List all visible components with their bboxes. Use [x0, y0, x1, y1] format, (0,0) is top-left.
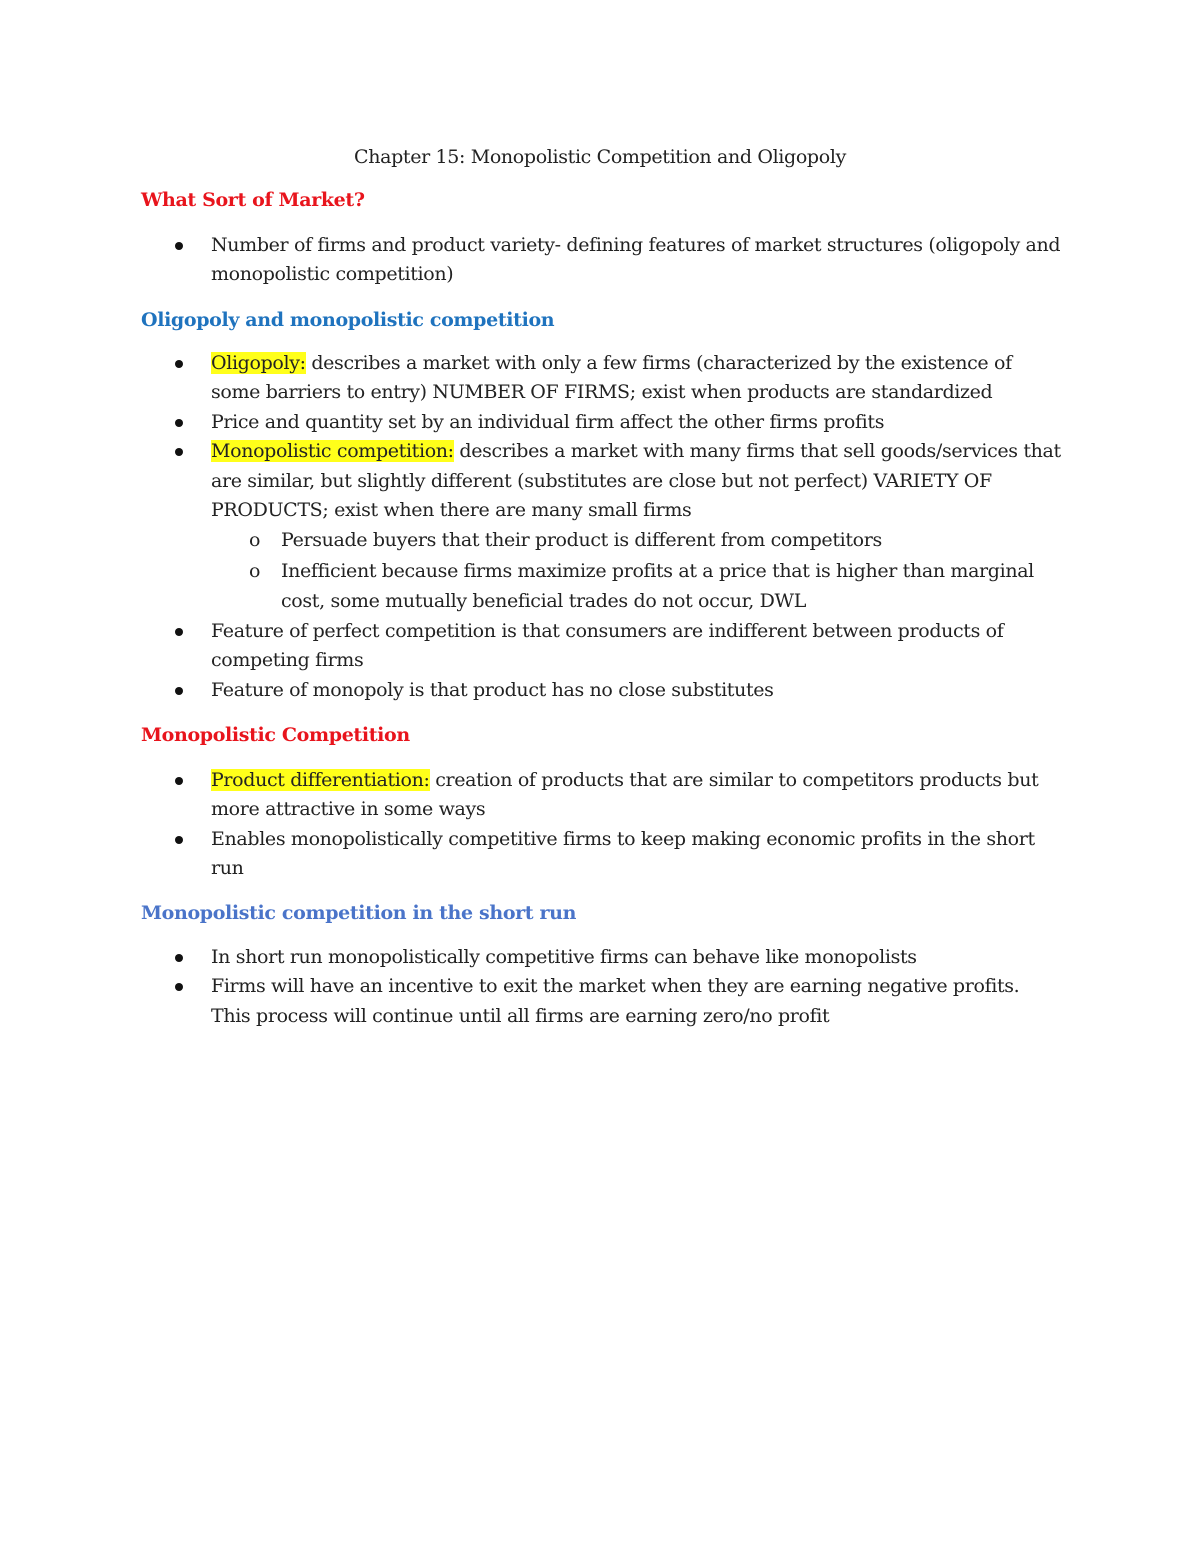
- list-item: [0, 349, 1061, 408]
- bullet-icon: [175, 360, 183, 368]
- sub-list-item: [211, 556, 1056, 617]
- bullet-icon: [175, 242, 183, 250]
- list-item: [0, 617, 1061, 676]
- bullet-icon: [175, 836, 183, 844]
- bullet-icon: [175, 687, 183, 695]
- list-item: [0, 408, 1061, 437]
- item-text: Feature of perfect competition is that consumers are indifferent between products of competing firms: [211, 619, 1004, 672]
- sub-bullet-icon: o: [249, 559, 261, 582]
- section-heading-what-sort-of-market: What Sort of Market?: [141, 189, 365, 211]
- sub-bullet-icon: o: [249, 529, 261, 552]
- list-item: [0, 676, 1061, 705]
- item-text: describes a market with many firms that sell goods/services that are similar, but slightly different (substitutes are close but not perfect) VARIETY OF PRODUCTS; exist when there are many small firms: [211, 440, 1061, 522]
- sub-item-text: Inefficient because firms maximize profits at a price that is higher than marginal cost, some mutually beneficial trades do not occur, DWL: [281, 559, 1034, 613]
- item-text: Firms will have an incentive to exit the market when they are earning negative profits. This process will continue until all firms are earning zero/no profit: [211, 975, 1020, 1027]
- bullet-icon: [175, 983, 183, 991]
- item-text: Price and quantity set by an individual firm affect the other firms profits: [211, 410, 885, 433]
- bullet-list: [0, 349, 1061, 705]
- document-title: Chapter 15: Monopolistic Competition and Oligopoly: [354, 146, 846, 168]
- section-heading-oligopoly-and-monopolistic-competition: Oligopoly and monopolistic competition: [141, 309, 555, 331]
- bullet-icon: [175, 448, 183, 456]
- bullet-icon: [175, 419, 183, 427]
- item-text: describes a market with only a few firms (characterized by the existence of some barriers to entry) NUMBER OF FIRMS; exist when products are standardized: [211, 352, 1012, 404]
- list-item: [0, 231, 1061, 290]
- highlighted-term: Oligopoly:: [211, 352, 306, 374]
- list-item: [0, 943, 1061, 972]
- highlighted-term: Product differentiation:: [211, 769, 430, 791]
- item-text: creation of products that are similar to competitors products but more attractive in some ways: [211, 769, 1039, 821]
- sub-list-item: [211, 525, 1056, 556]
- highlighted-term: Monopolistic competition:: [211, 440, 454, 463]
- list-item: [0, 972, 1061, 1031]
- section-heading-monopolistic-competition: Monopolistic Competition: [141, 724, 410, 746]
- sub-bullet-list: [211, 525, 1061, 617]
- section-heading-monopolistic-competition-short-run: Monopolistic competition in the short run: [141, 902, 577, 924]
- bullet-icon: [175, 954, 183, 962]
- bullet-list: [0, 231, 1061, 290]
- bullet-icon: [175, 628, 183, 636]
- list-item: [0, 825, 1061, 884]
- list-item: [0, 437, 1061, 617]
- bullet-icon: [175, 777, 183, 785]
- item-text: Number of firms and product variety- defining features of market structures (oligopoly and monopolistic competition): [211, 234, 1061, 286]
- item-text: Feature of monopoly is that product has no close substitutes: [211, 678, 774, 701]
- list-item: [0, 766, 1061, 825]
- item-text: In short run monopolistically competitive firms can behave like monopolists: [211, 946, 917, 968]
- item-text: Enables monopolistically competitive firms to keep making economic profits in the short run: [211, 827, 1035, 880]
- bullet-list: [0, 943, 1061, 1031]
- sub-item-text: Persuade buyers that their product is different from competitors: [281, 529, 882, 552]
- bullet-list: [0, 766, 1061, 884]
